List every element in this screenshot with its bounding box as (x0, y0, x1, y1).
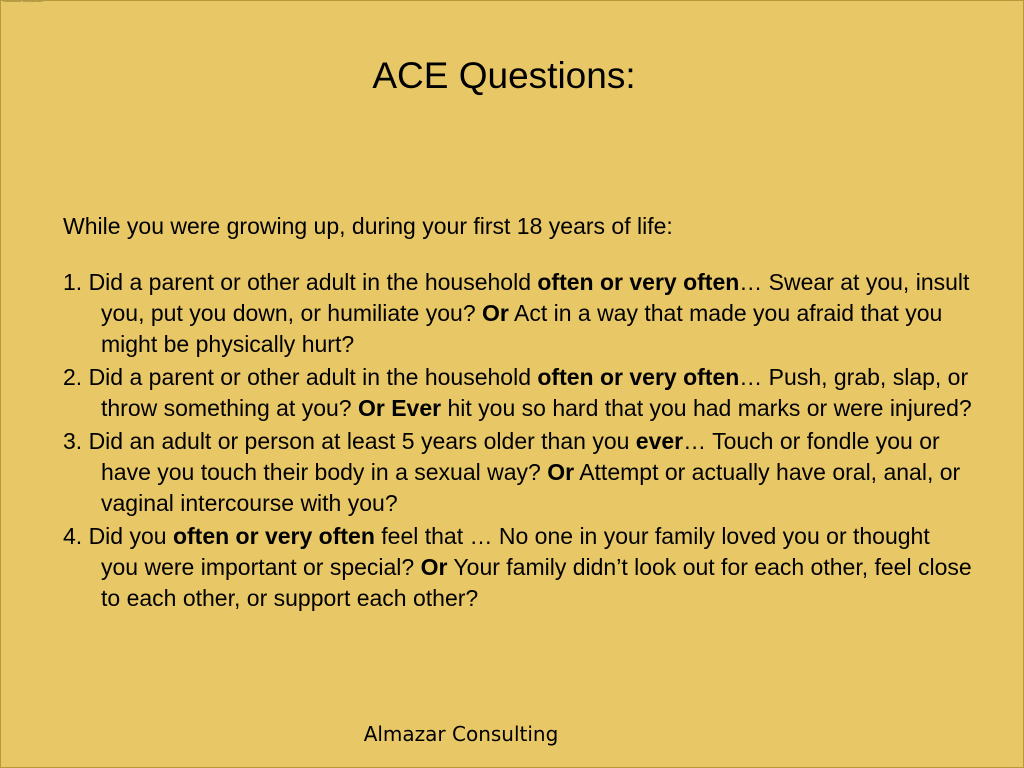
question-emphasis: often or very often (537, 269, 740, 295)
question-text: Act in a way that made you afraid that you might be physically hurt? (101, 300, 943, 357)
question-text: feel that … No one in your family loved you or thought you were important or special? (101, 523, 930, 580)
question-2 (63, 362, 973, 424)
question-emphasis: often or very often (537, 364, 740, 390)
intro-text: While you were growing up, during your first 18 years of life: (63, 213, 673, 239)
question-text: hit you so hard that you had marks or were injured? (441, 395, 972, 421)
question-text: 3. Did an adult or person at least 5 years older than you (63, 428, 636, 454)
slide-title: ACE Questions: (372, 55, 636, 96)
question-text: 2. Did a parent or other adult in the household (63, 364, 538, 390)
question-text: … Push, grab, slap, or throw something at you? (101, 364, 969, 421)
question-4 (63, 521, 973, 614)
question-3 (63, 426, 973, 519)
slide-body (63, 211, 973, 616)
question-text: 4. Did you (63, 523, 173, 549)
footer-text: Almazar Consulting (363, 722, 559, 746)
question-emphasis: often or very often (172, 523, 375, 549)
question-text: … Swear at you, insult you, put you down, or humiliate you? (101, 269, 970, 326)
question-text: … Touch or fondle you or have you touch their body in a sexual way? (101, 428, 940, 485)
question-emphasis: Or (482, 300, 509, 326)
question-text: Your family didn’t look out for each other, feel close to each other, or support each other? (101, 554, 972, 611)
question-text: Attempt or actually have oral, anal, or vaginal intercourse with you? (101, 459, 961, 516)
question-emphasis: Or (420, 554, 448, 580)
question-1 (63, 267, 973, 360)
corner-watermark: Powered by Almazar Consulting presentation (3, 1, 43, 3)
question-text: 1. Did a parent or other adult in the household (63, 269, 538, 295)
question-emphasis: Or (547, 459, 575, 485)
question-emphasis: ever (635, 428, 684, 454)
question-emphasis: Or Ever (357, 395, 442, 421)
